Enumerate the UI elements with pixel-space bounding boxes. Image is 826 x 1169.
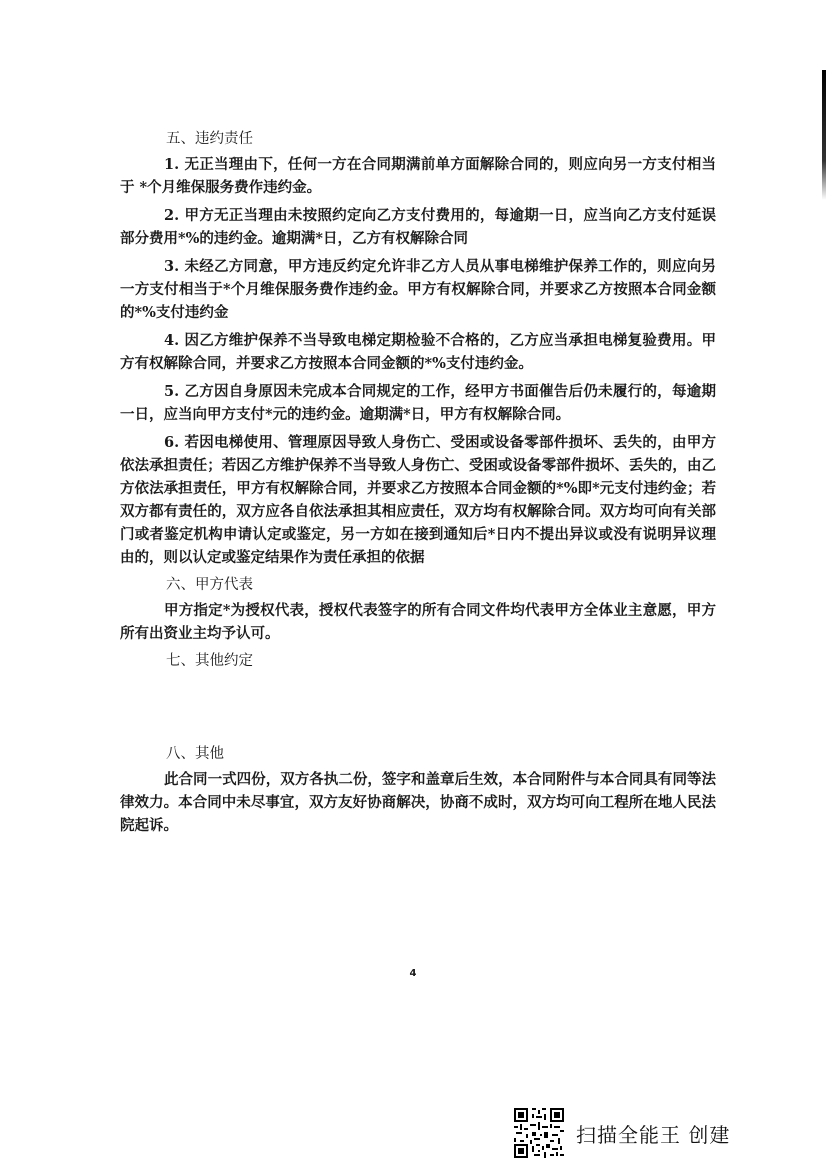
section-heading-misc: 八、其他	[166, 746, 224, 762]
section-heading-other-agreements: 七、其他约定	[166, 653, 253, 669]
clause-paragraph: 4. 因乙方维护保养不当导致电梯定期检验不合格的，乙方应当承担电梯复验费用。甲方有权解除合同，并要求乙方按照本合同金额的*%支付违约金。	[120, 332, 716, 372]
qr-code-icon	[514, 1108, 564, 1158]
clause-paragraph: 此合同一式四份，双方各执二份，签字和盖章后生效，本合同附件与本合同具有同等法律效力。本合同中未尽事宜，双方友好协商解决，协商不成时，双方均可向工程所在地人民法院起诉。	[120, 771, 716, 834]
page-number: 4	[409, 968, 417, 979]
clause-paragraph: 甲方指定*为授权代表，授权代表签字的所有合同文件均代表甲方全体业主意愿，甲方所有出资业主均予认可。	[120, 602, 716, 642]
contract-body	[120, 128, 716, 842]
section-heading-representative: 六、甲方代表	[166, 577, 253, 593]
clause-paragraph: 2. 甲方无正当理由未按照约定向乙方支付费用的，每逾期一日，应当向乙方支付延误部分费用*%的违约金。逾期满*日，乙方有权解除合同	[120, 207, 716, 247]
clause-paragraph: 5. 乙方因自身原因未完成本合同规定的工作，经甲方书面催告后仍未履行的，每逾期一日，应当向甲方支付*元的违约金。逾期满*日，甲方有权解除合同。	[120, 383, 716, 423]
blank-space	[120, 675, 716, 743]
watermark-text: 扫描全能王 创建	[576, 1122, 731, 1147]
scan-edge-mark	[822, 70, 826, 200]
clause-paragraph: 1. 无正当理由下，任何一方在合同期满前单方面解除合同的，则应向另一方支付相当于 *个月维保服务费作违约金。	[120, 156, 716, 196]
section-heading-breach: 五、违约责任	[166, 131, 253, 147]
clause-paragraph: 3. 未经乙方同意，甲方违反约定允许非乙方人员从事电梯维护保养工作的，则应向另一方支付相当于*个月维保服务费作违约金。甲方有权解除合同，并要求乙方按照本合同金额的*%支付违约金	[120, 258, 716, 321]
scanner-watermark	[514, 1108, 730, 1158]
clause-paragraph: 6. 若因电梯使用、管理原因导致人身伤亡、受困或设备零部件损坏、丢失的，由甲方依法承担责任；若因乙方维护保养不当导致人身伤亡、受困或设备零部件损坏、丢失的，由乙方依法承担责任，甲方有权解除合同，并要求乙方按照本合同金额的*%即*元支付违约金；若双方都有责任的，双方应各自依法承担其相应责任，双方均有权解除合同。双方均可向有关部门或者鉴定机构申请认定或鉴定，另一方如在接到通知后*日内不提出异议或没有说明异议理由的，则以认定或鉴定结果作为责任承担的依据	[120, 434, 716, 566]
